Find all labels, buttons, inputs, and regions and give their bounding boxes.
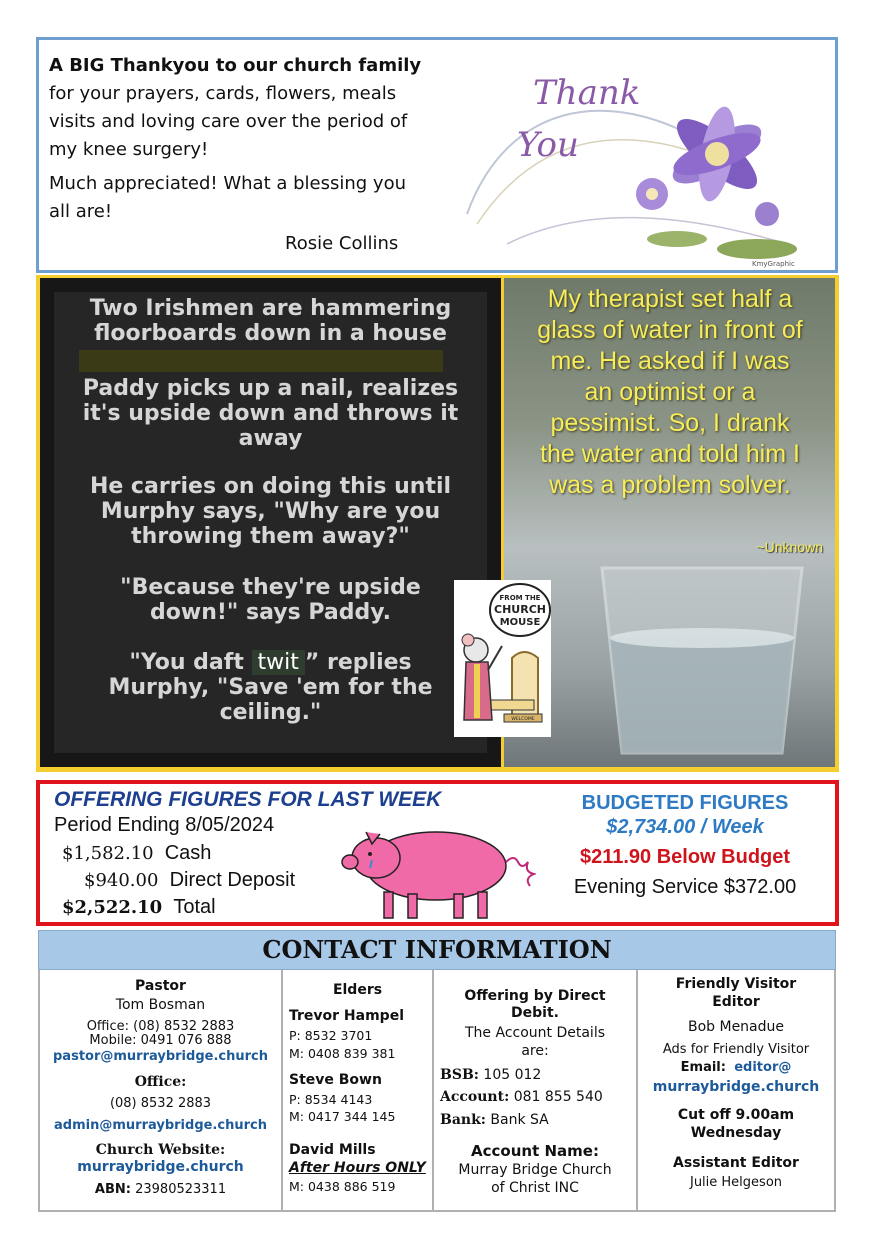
office-phone: (08) 8532 2883 xyxy=(109,1096,212,1111)
joke-line: Two Irishmen are hammering xyxy=(89,296,452,321)
budget-per-week: $2,734.00 / Week xyxy=(606,816,764,838)
abn-number: 23980523311 xyxy=(135,1182,227,1197)
cash-amount: $1,582.10 xyxy=(62,843,154,864)
contact-heading: CONTACT INFORMATION xyxy=(38,930,836,970)
joke-fragment: ” replies xyxy=(304,650,412,675)
thankyou-line: Much appreciated! What a blessing you xyxy=(49,173,407,194)
joke-line: down!" says Paddy. xyxy=(150,600,391,625)
bsb-line xyxy=(434,1067,636,1083)
elder-mobile: M: 0417 344 145 xyxy=(289,1109,396,1124)
elder-phone: P: 8532 3701 xyxy=(289,1028,373,1043)
elder-name: Steve Bown xyxy=(289,1072,382,1088)
office-email[interactable]: admin@murraybridge.church xyxy=(54,1118,267,1133)
mouse-bubble-text: MOUSE xyxy=(499,617,541,628)
budget-title: BUDGETED FIGURES xyxy=(581,792,789,814)
account-name-title: Account Name: xyxy=(471,1142,599,1160)
joke-line: an optimist or a xyxy=(584,378,756,406)
elder-mobile: M: 0408 839 381 xyxy=(289,1046,396,1061)
direct-debit-column xyxy=(434,970,638,1210)
contact-grid xyxy=(38,970,836,1212)
joke-line: me. He asked if I was xyxy=(550,347,790,375)
bank-name: Bank SA xyxy=(490,1112,549,1128)
thankyou-line: all are! xyxy=(49,201,113,222)
account-name: of Christ INC xyxy=(491,1180,579,1196)
assistant-editor-title: Assistant Editor xyxy=(673,1155,799,1171)
card-credit: KmyGraphic xyxy=(752,260,795,268)
thankyou-heading: A BIG Thankyou to our church family xyxy=(49,55,422,76)
direct-debit-title: Offering by Direct xyxy=(464,988,606,1004)
direct-debit-subtitle: The Account Details xyxy=(465,1025,605,1041)
bsb-number: 105 012 xyxy=(483,1067,542,1083)
joke-line: ceiling." xyxy=(219,700,322,725)
assistant-editor-name: Julie Helgeson xyxy=(689,1175,783,1190)
joke-line: the water and told him I xyxy=(540,440,800,468)
total-amount: $2,522.10 xyxy=(62,897,163,918)
editor-email[interactable]: editor@ xyxy=(734,1060,792,1075)
after-hours-note: After Hours ONLY xyxy=(289,1160,426,1176)
joke-line: Murphy, "Save 'em for the xyxy=(108,675,433,700)
elder-name: David Mills xyxy=(289,1142,376,1158)
email-label: Email: xyxy=(680,1060,726,1075)
therapist-joke-image xyxy=(504,278,835,767)
account-number: 081 855 540 xyxy=(513,1089,603,1105)
direct-deposit-amount: $940.00 xyxy=(84,870,159,891)
redaction-bar xyxy=(79,350,443,372)
direct-deposit-row xyxy=(84,869,295,892)
pastor-email[interactable]: pastor@murraybridge.church xyxy=(53,1049,268,1064)
card-word-thank: Thank xyxy=(533,73,641,113)
cutoff-time: Cut off 9.00am xyxy=(677,1107,795,1123)
abn-line xyxy=(40,1182,281,1197)
joke-line: Murphy says, "Why are you xyxy=(100,499,441,524)
account-name: Murray Bridge Church xyxy=(458,1162,612,1178)
pastor-title: Pastor xyxy=(135,978,186,994)
direct-deposit-label: Direct Deposit xyxy=(169,869,296,891)
editor-column xyxy=(638,970,834,1210)
account-label: Account: xyxy=(440,1089,510,1105)
office-title: Office: xyxy=(134,1074,187,1090)
joke-paragraph xyxy=(68,650,473,725)
card-word-you: You xyxy=(517,125,579,165)
bank-line xyxy=(434,1112,636,1128)
cash-label: Cash xyxy=(164,842,212,864)
joke-line: throwing them away?" xyxy=(131,524,410,549)
elder-phone: P: 8534 4143 xyxy=(289,1092,373,1107)
bank-label: Bank: xyxy=(440,1112,486,1128)
joke-paragraph xyxy=(68,575,473,625)
website-url[interactable]: murraybridge.church xyxy=(77,1159,244,1175)
editor-name: Bob Menadue xyxy=(687,1019,785,1035)
twit-word: twit xyxy=(252,650,305,675)
joke-line xyxy=(68,650,473,675)
joke-paragraph xyxy=(68,474,473,549)
thankyou-signature: Rosie Collins xyxy=(285,233,399,254)
joke-line: "Because they're upside xyxy=(120,575,421,600)
jokes-panel xyxy=(36,275,839,772)
cutoff-day: Wednesday xyxy=(690,1125,782,1141)
joke-line: Paddy picks up a nail, realizes xyxy=(82,376,459,401)
direct-debit-title: Debit. xyxy=(511,1005,559,1021)
elders-column xyxy=(283,970,434,1210)
editor-title: Friendly Visitor xyxy=(675,976,797,992)
joke-line: floorboards down in a house xyxy=(94,321,447,346)
joke-source: ~Unknown xyxy=(756,539,823,555)
elder-mobile: M: 0438 886 519 xyxy=(289,1179,396,1194)
total-row xyxy=(62,896,216,919)
bsb-label: BSB: xyxy=(440,1067,479,1083)
total-label: Total xyxy=(173,896,216,918)
water-glass-icon xyxy=(582,558,822,758)
joke-line: My therapist set half a xyxy=(547,285,793,313)
website-title: Church Website: xyxy=(95,1142,226,1158)
welcome-mat-text: WELCOME xyxy=(511,717,535,722)
thankyou-message xyxy=(49,52,449,258)
joke-line: He carries on doing this until xyxy=(89,474,452,499)
therapist-joke-text xyxy=(508,284,832,501)
period-ending: Period Ending 8/05/2024 xyxy=(54,814,275,836)
thankyou-line: visits and loving care over the period of xyxy=(49,111,408,132)
pastor-office-phone: Office: (08) 8532 2883 xyxy=(86,1019,235,1034)
joke-line: was a problem solver. xyxy=(549,471,791,499)
elders-title: Elders xyxy=(332,982,383,998)
mouse-bubble-text: FROM THE xyxy=(499,594,541,602)
thankyou-box xyxy=(36,37,838,273)
direct-debit-subtitle: are: xyxy=(521,1043,549,1059)
editor-email-domain[interactable]: murraybridge.church xyxy=(652,1079,820,1095)
joke-line: away xyxy=(238,426,303,451)
elder-name: Trevor Hampel xyxy=(289,1008,405,1024)
editor-email-line[interactable] xyxy=(638,1060,834,1075)
pastor-name: Tom Bosman xyxy=(115,997,206,1013)
joke-line: it's upside down and throws it xyxy=(82,401,459,426)
church-mouse-logo xyxy=(454,580,551,737)
offering-title: OFFERING FIGURES FOR LAST WEEK xyxy=(54,788,442,811)
joke-fragment: "You daft xyxy=(129,650,252,675)
cash-row xyxy=(62,842,211,865)
pastor-office-column xyxy=(40,970,283,1210)
joke-line: glass of water in front of xyxy=(537,316,803,344)
joke-paragraph xyxy=(68,296,473,346)
irish-joke-blackboard xyxy=(40,278,501,767)
thank-you-flower-card xyxy=(447,44,807,270)
account-line xyxy=(434,1089,636,1105)
pastor-mobile: Mobile: 0491 076 888 xyxy=(89,1033,232,1048)
offering-figures-box xyxy=(36,780,839,926)
evening-service: Evening Service $372.00 xyxy=(573,876,797,898)
editor-title: Editor xyxy=(712,994,760,1010)
editor-ads: Ads for Friendly Visitor xyxy=(662,1042,810,1057)
thankyou-line: my knee surgery! xyxy=(49,139,209,160)
thankyou-line: for your prayers, cards, flowers, meals xyxy=(49,83,397,104)
lily-flower-icon xyxy=(636,104,797,259)
abn-label: ABN: xyxy=(94,1182,131,1197)
sad-pig-icon xyxy=(336,818,536,922)
joke-line: pessimist. So, I drank xyxy=(550,409,790,437)
joke-paragraph xyxy=(68,376,473,451)
below-budget: $211.90 Below Budget xyxy=(579,846,791,868)
mouse-bubble-text: CHURCH xyxy=(494,603,546,616)
